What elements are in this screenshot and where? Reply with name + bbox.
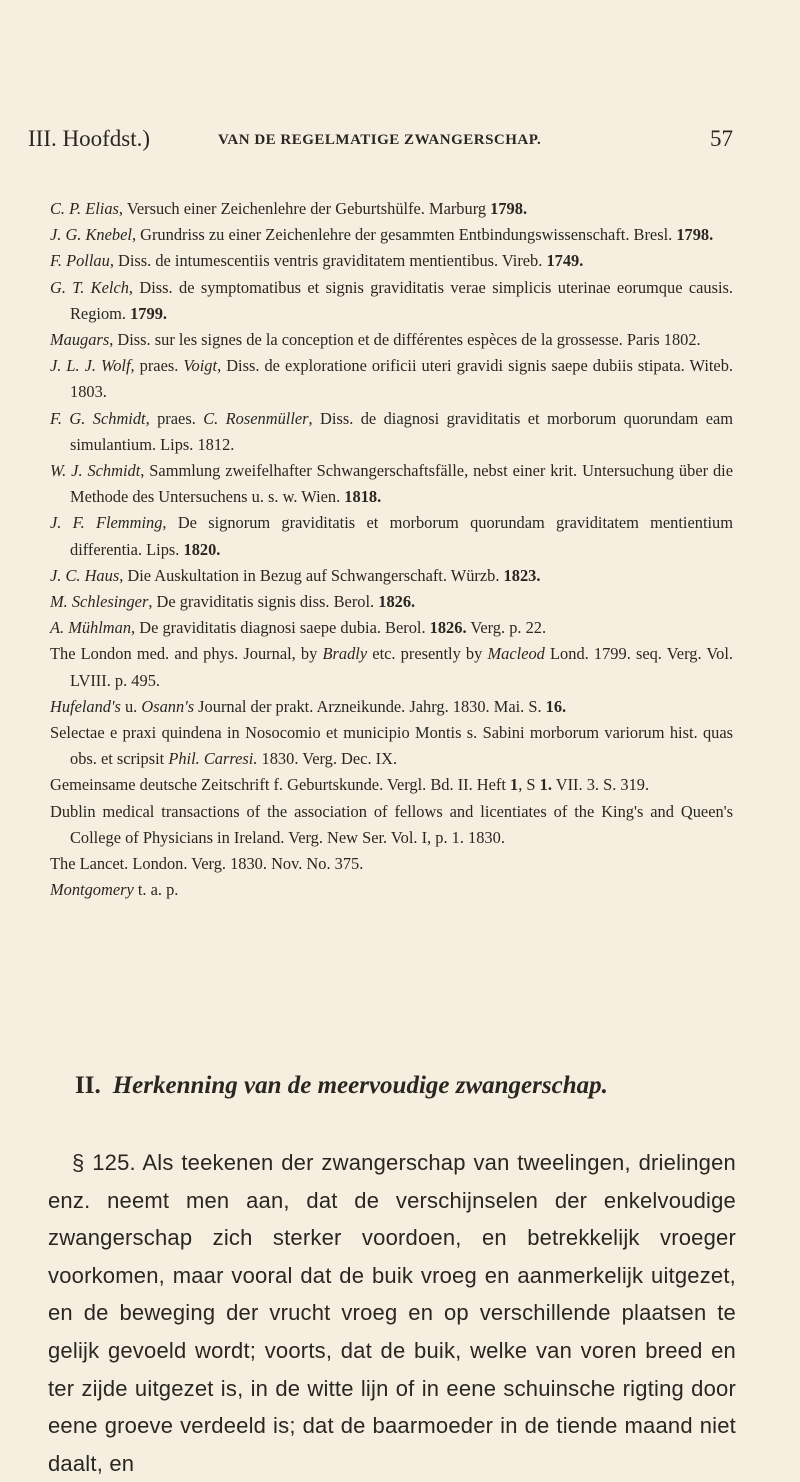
author-name: Maugars [50,330,110,350]
running-header [28,126,733,166]
bibliography-entry [50,327,733,353]
author-name: M. Schlesinger [50,592,149,612]
citation-text: , Diss. de intumescentiis ventris graviditatem mentientibus. Vireb. [109,251,547,271]
bibliography-entry [50,248,733,274]
citation-text: , De graviditatis signis diss. Berol. [148,592,379,612]
bibliography-entry [50,563,733,589]
citation-text: u. [120,696,142,716]
bibliography-entry [50,799,733,851]
author-name: J. L. J. Wolf [50,356,131,376]
citation-text: , Grundriss zu einer Zeichenlehre der gesammten Entbindungswissenschaft. Bresl. [131,225,677,245]
citation-text: 1823. [503,565,541,585]
author-name: W. J. Schmidt [50,461,141,481]
bibliography-entry [50,694,733,720]
author-name: J. C. Haus [50,565,120,585]
bibliography-entry [50,510,733,562]
citation-text: 1749. [546,251,584,271]
citation-text: , Versuch einer Zeichenlehre der Geburtshülfe. Marburg [118,199,491,218]
citation-text: Gemeinsame deutsche Zeitschrift f. Geburtskunde. Vergl. Bd. II. Heft [50,775,511,795]
bibliography-entry [50,589,733,615]
section-heading [75,1072,608,1100]
citation-text: 1830. Verg. Dec. IX. [257,749,398,769]
bibliography-entry [50,222,733,248]
citation-text: 1799. [130,303,167,323]
bibliography-entry [50,641,733,693]
citation-text: t. a. p. [133,880,179,900]
citation-text: , Diss. de diagnosi graviditatis et morborum quorundam eam simulantium. Lips. 1812. [70,408,733,454]
citation-text: 1798. [490,199,528,218]
citation-text: , Diss. sur les signes de la conception et de différentes espèces de la grossesse. Paris 1802. [109,330,701,350]
citation-text: Selectae e praxi quindena in Nosocomio et municipio Montis s. Sabini morborum variorum hist. quas obs. et scripsit [50,723,733,769]
bibliography-entry [50,353,733,405]
citation-text: , Sammlung zweifelhafter Schwangerschaftsfälle, nebst einer krit. Untersuchung über die Methode des Untersuchens u. s. w. Wien. [70,461,734,507]
citation-text: , Die Auskultation in Bezug auf Schwangerschaft. Würzb. [119,565,504,585]
citation-text: , De signorum graviditatis et morborum quorundam graviditatem mentientium differentia. Lips. [70,513,733,559]
author-name: Phil. Carresi. [168,749,258,769]
body-paragraph: § 125. Als teekenen der zwangerschap van tweelingen, drielingen enz. neemt men aan, dat de verschijnselen der enkelvoudige zwangerschap zich sterker voordoen, en betrekkelijk vroeger voorkomen, maar vooral dat de buik vroeg en aanmerkelijk uitgezet, en de beweging der vrucht vroeg en op verschillende plaatsen te gelijk gevoeld wordt; voorts, dat de buik, welke van voren breed en ter zijde uitgezet is, in de witte lijn of in eene schuinsche rigting door eene groeve verdeeld is; dat de baarmoeder in de tiende maand niet daalt, en [48,1150,736,1476]
citation-text: , Diss. de symptomatibus et signis graviditatis verae simplicis uterinae eorumque causis. Regiom. [70,277,734,323]
bibliography-list [50,196,733,903]
citation-text: , S [518,775,540,795]
bibliography-entry [50,458,733,510]
author-name: J. F. Flemming [50,513,163,533]
citation-text: 1820. [183,539,221,559]
citation-text: 1818. [344,487,382,507]
citation-text: Lond. 1799. seq. Verg. Vol. LVIII. p. 495. [70,644,733,690]
chapter-label: III. Hoofdst.) [28,126,150,151]
citation-text: 1. [539,775,552,795]
section-number: II. [75,1072,101,1099]
author-name: F. G. Schmidt [50,408,146,428]
author-name: C. Rosenmüller [203,408,309,428]
citation-text: The London med. and phys. Journal, by [50,644,323,664]
citation-text: , praes. [130,356,184,376]
citation-text: 1 [510,775,519,795]
citation-text: 1798. [676,225,714,245]
author-name: Bradly [322,644,368,664]
citation-text: , praes. [145,408,204,428]
author-name: F. Pollau [50,251,110,271]
citation-text: Journal der prakt. Arzneikunde. Jahrg. 1830. Mai. S. [194,696,546,716]
author-name: C. P. Elias [50,199,119,218]
citation-text: Dublin medical transactions of the association of fellows and licentiates of the King's and Queen's College of Physicians in Ireland. Verg. New Ser. Vol. I, p. 1. 1830. [50,801,733,847]
citation-text: VII. 3. S. 319. [551,775,650,795]
citation-text: 1826. [378,592,416,612]
bibliography-entry [50,720,733,772]
citation-text: etc. presently by [367,644,488,664]
author-name: Macleod [487,644,545,664]
author-name: J. G. Knebel [50,225,132,245]
author-name: G. T. Kelch [50,277,129,297]
author-name: A. Mühlman [50,618,132,638]
bibliography-entry [50,275,733,327]
citation-text: , Diss. de exploratione orificii uteri gravidi signis saepe dubiis stipata. Witeb. 1803. [70,356,733,402]
running-title: VAN DE REGELMATIGE ZWANGERSCHAP. [218,132,542,148]
section-title: Herkenning van de meervoudige zwangerschap. [112,1072,608,1099]
citation-text: The Lancet. London. Verg. 1830. Nov. No. 375. [50,854,364,874]
citation-text: Verg. p. 22. [466,618,547,638]
bibliography-entry [50,196,733,222]
bibliography-entry [50,877,733,903]
bibliography-entry [50,851,733,877]
page-number: 57 [710,126,733,151]
author-name: Montgomery [50,880,134,900]
citation-text: 1826. [429,618,467,638]
citation-text: 16. [545,696,567,716]
bibliography-entry [50,615,733,641]
author-name: Osann's [141,696,195,716]
author-name: Hufeland's [50,696,121,716]
bibliography-entry [50,406,733,458]
bibliography-entry [50,772,733,798]
citation-text: , De graviditatis diagnosi saepe dubia. Berol. [131,618,430,638]
author-name: Voigt [183,356,218,376]
